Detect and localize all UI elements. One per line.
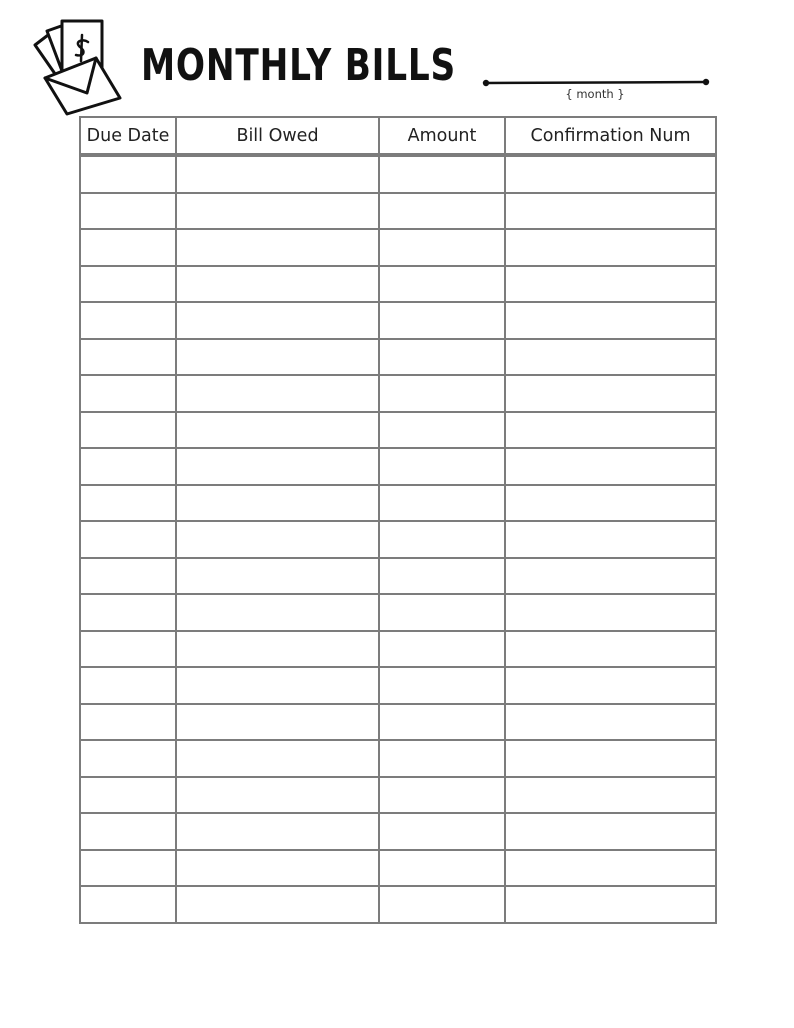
table-row xyxy=(80,850,716,887)
column-header-bill-owed: Bill Owed xyxy=(176,117,379,155)
table-row xyxy=(80,266,716,303)
due-date-cell[interactable] xyxy=(80,448,176,485)
due-date-cell[interactable] xyxy=(80,813,176,850)
bill-owed-cell[interactable] xyxy=(176,193,379,230)
amount-cell[interactable] xyxy=(379,229,505,266)
table-body xyxy=(80,155,716,923)
bills-table xyxy=(79,116,717,924)
table-row xyxy=(80,339,716,376)
amount-cell[interactable] xyxy=(379,667,505,704)
month-label: { month } xyxy=(565,87,625,101)
amount-cell[interactable] xyxy=(379,448,505,485)
amount-cell[interactable] xyxy=(379,631,505,668)
column-header-amount: Amount xyxy=(379,117,505,155)
table-row xyxy=(80,777,716,814)
amount-cell[interactable] xyxy=(379,886,505,923)
confirmation-num-cell[interactable] xyxy=(505,740,716,777)
due-date-cell[interactable] xyxy=(80,155,176,193)
table-row xyxy=(80,558,716,595)
due-date-cell[interactable] xyxy=(80,193,176,230)
confirmation-num-cell[interactable] xyxy=(505,813,716,850)
table-row xyxy=(80,667,716,704)
due-date-cell[interactable] xyxy=(80,886,176,923)
due-date-cell[interactable] xyxy=(80,485,176,522)
bill-owed-cell[interactable] xyxy=(176,886,379,923)
confirmation-num-cell[interactable] xyxy=(505,155,716,193)
bill-owed-cell[interactable] xyxy=(176,631,379,668)
bill-owed-cell[interactable] xyxy=(176,777,379,814)
amount-cell[interactable] xyxy=(379,485,505,522)
due-date-cell[interactable] xyxy=(80,302,176,339)
table-header-row xyxy=(80,117,716,155)
amount-cell[interactable] xyxy=(379,740,505,777)
amount-cell[interactable] xyxy=(379,193,505,230)
table-row xyxy=(80,886,716,923)
confirmation-num-cell[interactable] xyxy=(505,667,716,704)
amount-cell[interactable] xyxy=(379,558,505,595)
bill-owed-cell[interactable] xyxy=(176,740,379,777)
amount-cell[interactable] xyxy=(379,302,505,339)
bill-owed-cell[interactable] xyxy=(176,521,379,558)
confirmation-num-cell[interactable] xyxy=(505,193,716,230)
confirmation-num-cell[interactable] xyxy=(505,302,716,339)
column-header-due-date: Due Date xyxy=(80,117,176,155)
amount-cell[interactable] xyxy=(379,813,505,850)
table-row xyxy=(80,740,716,777)
table-row xyxy=(80,521,716,558)
table-row xyxy=(80,193,716,230)
confirmation-num-cell[interactable] xyxy=(505,339,716,376)
amount-cell[interactable] xyxy=(379,266,505,303)
table-row xyxy=(80,155,716,193)
bill-owed-cell[interactable] xyxy=(176,704,379,741)
table-row xyxy=(80,813,716,850)
bill-owed-cell[interactable] xyxy=(176,813,379,850)
bill-owed-cell[interactable] xyxy=(176,558,379,595)
amount-cell[interactable] xyxy=(379,375,505,412)
confirmation-num-cell[interactable] xyxy=(505,266,716,303)
confirmation-num-cell[interactable] xyxy=(505,777,716,814)
bill-owed-cell[interactable] xyxy=(176,266,379,303)
amount-cell[interactable] xyxy=(379,850,505,887)
due-date-cell[interactable] xyxy=(80,631,176,668)
due-date-cell[interactable] xyxy=(80,667,176,704)
money-envelope-icon xyxy=(32,18,124,116)
bill-owed-cell[interactable] xyxy=(176,302,379,339)
column-header-confirmation-num: Confirmation Num xyxy=(505,117,716,155)
table-row xyxy=(80,704,716,741)
table-row xyxy=(80,229,716,266)
bill-owed-cell[interactable] xyxy=(176,339,379,376)
due-date-cell[interactable] xyxy=(80,740,176,777)
table-row xyxy=(80,631,716,668)
confirmation-num-cell[interactable] xyxy=(505,594,716,631)
amount-cell[interactable] xyxy=(379,521,505,558)
page-title: MONTHLY BILLS xyxy=(141,40,457,91)
table-row xyxy=(80,375,716,412)
amount-cell[interactable] xyxy=(379,594,505,631)
confirmation-num-cell[interactable] xyxy=(505,448,716,485)
confirmation-num-cell[interactable] xyxy=(505,558,716,595)
bill-owed-cell[interactable] xyxy=(176,485,379,522)
confirmation-num-cell[interactable] xyxy=(505,412,716,449)
amount-cell[interactable] xyxy=(379,777,505,814)
amount-cell[interactable] xyxy=(379,155,505,193)
due-date-cell[interactable] xyxy=(80,704,176,741)
due-date-cell[interactable] xyxy=(80,850,176,887)
due-date-cell[interactable] xyxy=(80,594,176,631)
bill-owed-cell[interactable] xyxy=(176,667,379,704)
bill-owed-cell[interactable] xyxy=(176,229,379,266)
confirmation-num-cell[interactable] xyxy=(505,886,716,923)
amount-cell[interactable] xyxy=(379,412,505,449)
bill-owed-cell[interactable] xyxy=(176,448,379,485)
bill-owed-cell[interactable] xyxy=(176,412,379,449)
due-date-cell[interactable] xyxy=(80,375,176,412)
confirmation-num-cell[interactable] xyxy=(505,704,716,741)
table-row xyxy=(80,302,716,339)
due-date-cell[interactable] xyxy=(80,558,176,595)
table-row xyxy=(80,485,716,522)
bill-owed-cell[interactable] xyxy=(176,375,379,412)
table-row xyxy=(80,594,716,631)
amount-cell[interactable] xyxy=(379,704,505,741)
due-date-cell[interactable] xyxy=(80,339,176,376)
bill-owed-cell[interactable] xyxy=(176,850,379,887)
bill-owed-cell[interactable] xyxy=(176,594,379,631)
confirmation-num-cell[interactable] xyxy=(505,850,716,887)
table-row xyxy=(80,448,716,485)
confirmation-num-cell[interactable] xyxy=(505,521,716,558)
due-date-cell[interactable] xyxy=(80,412,176,449)
due-date-cell[interactable] xyxy=(80,777,176,814)
due-date-cell[interactable] xyxy=(80,229,176,266)
confirmation-num-cell[interactable] xyxy=(505,631,716,668)
amount-cell[interactable] xyxy=(379,339,505,376)
due-date-cell[interactable] xyxy=(80,521,176,558)
table-row xyxy=(80,412,716,449)
confirmation-num-cell[interactable] xyxy=(505,485,716,522)
confirmation-num-cell[interactable] xyxy=(505,229,716,266)
confirmation-num-cell[interactable] xyxy=(505,375,716,412)
due-date-cell[interactable] xyxy=(80,266,176,303)
bill-owed-cell[interactable] xyxy=(176,155,379,193)
